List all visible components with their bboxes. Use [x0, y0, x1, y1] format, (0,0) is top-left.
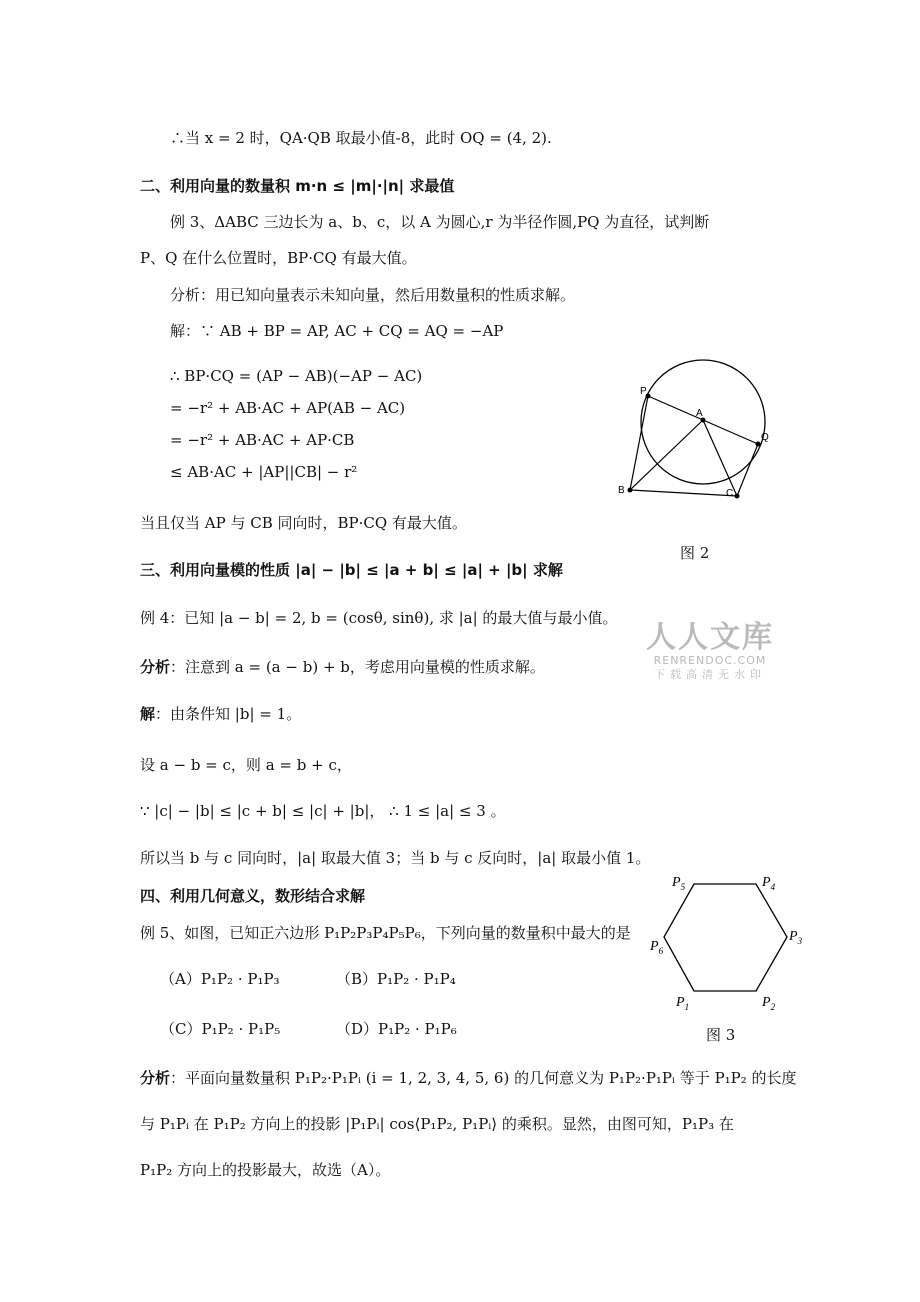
- text-run: ：由条件知 |b| = 1。: [155, 705, 302, 723]
- section-heading: 三、利用向量模的性质 |a| − |b| ≤ |a + b| ≤ |a| + |b| 求解: [140, 561, 563, 579]
- option-expr: P₁P₂ · P₁P₆: [378, 1020, 457, 1038]
- text-line: 分析：用已知向量表示未知向量，然后用数量积的性质求解。: [170, 286, 576, 304]
- figure-3-hexagon: [650, 870, 803, 1012]
- figure-2-diagram: [618, 372, 778, 497]
- segment-bc: [630, 490, 737, 496]
- text-line: 例 4：已知 |a − b| = 2, b = (cosθ, sinθ), 求 |a| 的最大值与最小值。: [140, 609, 618, 627]
- text-line: 例 3、ΔABC 三边长为 a、b、c，以 A 为圆心,r 为半径作圆,PQ 为直径，试判断: [170, 213, 710, 231]
- hexagon: [664, 884, 787, 991]
- figure-3-caption: 图 3: [706, 1026, 736, 1044]
- text-line: [140, 1068, 797, 1088]
- segment-ac: [703, 420, 737, 496]
- text-run: ：平面向量数量积 P₁P₂·P₁Pᵢ (i = 1, 2, 3, 4, 5, 6) 的几何意义为 P₁P₂·P₁Pᵢ 等于 P₁P₂ 的长度: [170, 1069, 797, 1087]
- equation-line: ∴ BP·CQ = (AP − AB)(−AP − AC): [170, 367, 423, 385]
- label-analysis: 分析: [140, 1069, 171, 1087]
- section-heading: 二、利用向量的数量积 m·n ≤ |m|·|n| 求最值: [140, 177, 455, 195]
- label-analysis: 分析: [140, 658, 171, 676]
- label-p1: $P_1$: [676, 995, 690, 1012]
- option-label: （C）: [160, 1020, 202, 1038]
- text-line: ∵ |c| − |b| ≤ |c + b| ≤ |c| + |b|， ∴ 1 ≤ |a| ≤ 3 。: [140, 802, 506, 820]
- label-c: C: [726, 488, 734, 499]
- text-line: 例 5、如图，已知正六边形 P₁P₂P₃P₄P₅P₆，下列向量的数量积中最大的是: [140, 924, 631, 942]
- figure-2-caption: 图 2: [680, 544, 710, 562]
- label-p5: $P_5$: [672, 875, 686, 892]
- option-a: [160, 968, 280, 989]
- text-run: ：注意到 a = (a − b) + b，考虑用向量模的性质求解。: [170, 658, 545, 676]
- option-label: （B）: [336, 970, 378, 988]
- option-expr: P₁P₂ · P₁P₃: [200, 970, 280, 988]
- label-p2: $P_2$: [762, 995, 776, 1012]
- label-p6: $P_6$: [650, 939, 664, 956]
- label-a: A: [696, 408, 703, 419]
- text-line: P₁P₂ 方向上的投影最大，故选（A）。: [140, 1161, 391, 1179]
- text-line: 解：∵ AB + BP = AP, AC + CQ = AQ = −AP: [170, 322, 504, 340]
- option-expr: P₁P₂ · P₁P₄: [377, 970, 456, 988]
- point-q: [756, 442, 761, 447]
- option-label: （A）: [160, 970, 201, 988]
- text-line: [140, 704, 301, 724]
- label-p4: $P_4$: [762, 875, 776, 892]
- option-label: （D）: [336, 1020, 379, 1038]
- point-b: [628, 488, 633, 493]
- text-line: 与 P₁Pᵢ 在 P₁P₂ 方向上的投影 |P₁Pᵢ| cos⟨P₁P₂, P₁Pᵢ⟩ 的乘积。显然，由图可知，P₁P₃ 在: [140, 1115, 734, 1133]
- text-line: 所以当 b 与 c 同向时，|a| 取最大值 3；当 b 与 c 反向时，|a| 取最小值 1。: [140, 849, 651, 867]
- label-q: Q: [761, 432, 769, 443]
- equation-line: ≤ AB·AC + |AP||CB| − r²: [170, 463, 358, 481]
- section-heading: 四、利用几何意义，数形结合求解: [140, 887, 366, 905]
- equation-line: = −r² + AB·AC + AP·CB: [170, 431, 355, 449]
- label-b: B: [618, 485, 625, 496]
- watermark-tagline: 下载高清无水印: [654, 668, 766, 681]
- segment-cq: [737, 444, 758, 496]
- text-line: 设 a − b = c，则 a = b + c，: [140, 756, 352, 774]
- text-line: P、Q 在什么位置时，BP·CQ 有最大值。: [140, 249, 417, 267]
- option-d: [336, 1018, 457, 1039]
- label-p: P: [640, 386, 647, 397]
- text-line: 当且仅当 AP 与 CB 同向时，BP·CQ 有最大值。: [140, 514, 467, 532]
- option-c: [160, 1018, 280, 1039]
- label-p3: $P_3$: [789, 929, 803, 946]
- watermark: [645, 622, 775, 682]
- watermark-title: 人人文库: [646, 620, 774, 655]
- point-c: [735, 494, 740, 499]
- text-line: [140, 657, 545, 677]
- option-expr: P₁P₂ · P₁P₅: [201, 1020, 281, 1038]
- option-b: [336, 968, 456, 989]
- watermark-site: RENRENDOC.COM: [653, 654, 767, 667]
- text-line: ∴当 x = 2 时，QA·QB 取最小值-8，此时 OQ = (4, 2).: [170, 129, 552, 147]
- equation-line: = −r² + AB·AC + AP(AB − AC): [170, 399, 406, 417]
- label-solution: 解: [140, 705, 156, 723]
